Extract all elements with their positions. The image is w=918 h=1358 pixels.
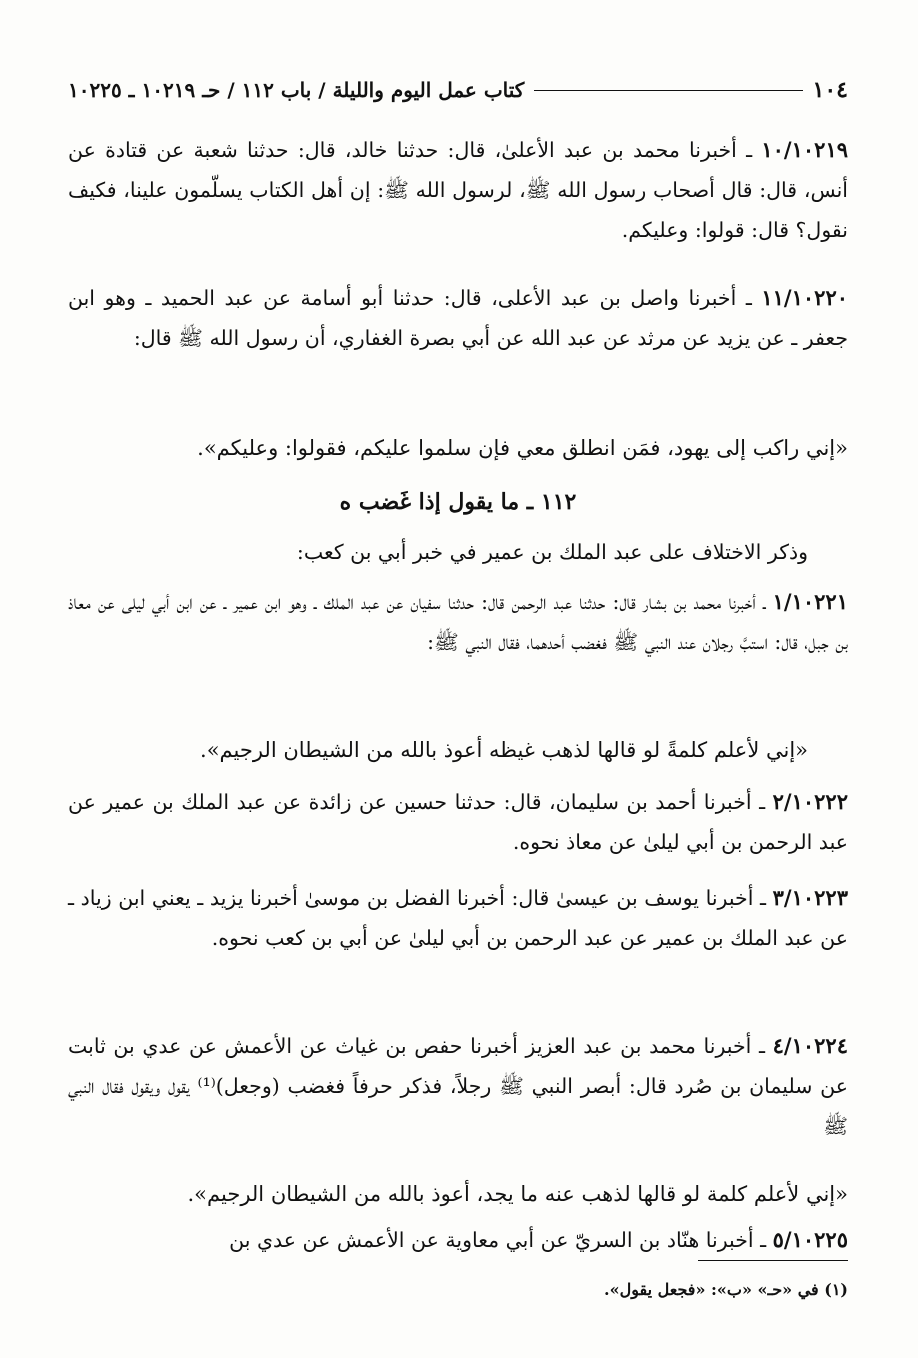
- hadith-number: ١/١٠٢٢١: [772, 589, 848, 614]
- hadith-text: ـ أخبرنا واصل بن عبد الأعلى، قال: حدثنا أبو أسامة عن عبد الحميد ـ وهو ابن جعفر ـ عن يزيد عن مرثد عن عبد الله عن أبي بصرة الغفاري، أن رسول الله ﷺ قال:: [68, 286, 848, 350]
- header-rule: [534, 90, 802, 91]
- footnote-rule: [698, 1260, 848, 1261]
- quote-text: «إني لأعلم كلمةً لو قالها لذهب غيظه أعوذ بالله من الشيطان الرجيم».: [200, 738, 808, 762]
- hadith-10219: [68, 130, 848, 250]
- hadith-number: ٣/١٠٢٢٣: [772, 885, 848, 910]
- hadith-10223: [68, 878, 848, 958]
- hadith-number: ٢/١٠٢٢٢: [772, 789, 848, 814]
- hadith-10225: [68, 1220, 848, 1260]
- page-header: [68, 70, 848, 110]
- footnote: (١) في «حـ» «ب»: «فجعل يقول».: [604, 1280, 848, 1299]
- hadith-10220: [68, 278, 848, 358]
- quote-3: [68, 1174, 848, 1214]
- chapter-intro: [68, 532, 848, 572]
- quote-text: «إني راكب إلى يهود، فمَن انطلق معي فإن سلموا عليكم، فقولوا: وعليكم».: [197, 436, 848, 460]
- hadith-number: ٤/١٠٢٢٤: [772, 1033, 848, 1058]
- hadith-text: ـ أخبرنا يوسف بن عيسىٰ قال: أخبرنا الفضل بن موسىٰ أخبرنا يزيد ـ يعني ابن زياد ـ عن عبد الملك بن عمير عن عبد الرحمن بن أبي ليلىٰ عن أبي بن كعب نحوه.: [68, 886, 848, 950]
- hadith-text: ـ أخبرنا محمد بن عبد الأعلىٰ، قال: حدثنا خالد، قال: حدثنا شعبة عن قتادة عن أنس، قال: قال أصحاب رسول الله ﷺ، لرسول الله ﷺ: إن أهل الكتاب يسلّمون علينا، فكيف نقول؟ قال: قولوا: وعليكم.: [68, 138, 848, 242]
- page-number: ١٠٤: [812, 77, 848, 103]
- book-page: [68, 70, 848, 1330]
- quote-2: [68, 730, 848, 770]
- chapter-title: ١١٢ ـ ما يقول إذا غَضب ه: [339, 489, 577, 515]
- chapter-intro-text: وذكر الاختلاف على عبد الملك بن عمير في خبر أبي بن كعب:: [296, 540, 808, 564]
- hadith-number: ٥/١٠٢٢٥: [772, 1227, 848, 1252]
- quote-text: «إني لأعلم كلمة لو قالها لذهب عنه ما يجد، أعوذ بالله من الشيطان الرجيم».: [187, 1182, 848, 1206]
- running-title: كتاب عمل اليوم والليلة / باب ١١٢ / حـ ١٠٢١٩ ـ ١٠٢٢٥: [68, 78, 525, 102]
- hadith-10222: [68, 782, 848, 862]
- hadith-number: ١١/١٠٢٢٠: [761, 285, 848, 310]
- hadith-text: ـ أخبرنا هنّاد بن السريّ عن أبي معاوية عن الأعمش عن عدي بن: [229, 1228, 773, 1252]
- chapter-heading: [68, 478, 848, 524]
- hadith-text: ـ أخبرنا محمد بن بشار قال: حدثنا عبد الرحمن قال: حدثنا سفيان عن عبد الملك ـ وهو ابن عمير ـ عن ابن أبي ليلى عن معاذ بن جبل، قال: استبَّ رجلان عند النبي ﷺ فغضب أحدهما، فقال النبي ﷺ:: [68, 590, 848, 654]
- quote-1: [68, 428, 848, 468]
- hadith-text: ـ أخبرنا أحمد بن سليمان، قال: حدثنا حسين عن زائدة عن عبد الملك بن عمير عن عبد الرحمن بن أبي ليلىٰ عن معاذ نحوه.: [68, 790, 848, 854]
- hadith-10221: [68, 582, 848, 662]
- hadith-number: ١٠/١٠٢١٩: [761, 137, 848, 162]
- hadith-text: ـ أخبرنا محمد بن عبد العزيز أخبرنا حفص بن غياث عن الأعمش عن عدي بن ثابت عن سليمان بن صُرد قال: أبصر النبي ﷺ رجلاً، فذكر حرفاً فغضب (وجعل)⁽¹⁾ يقول ويقول فقال النبي ﷺ: [68, 1034, 849, 1138]
- hadith-10224: [68, 1026, 848, 1146]
